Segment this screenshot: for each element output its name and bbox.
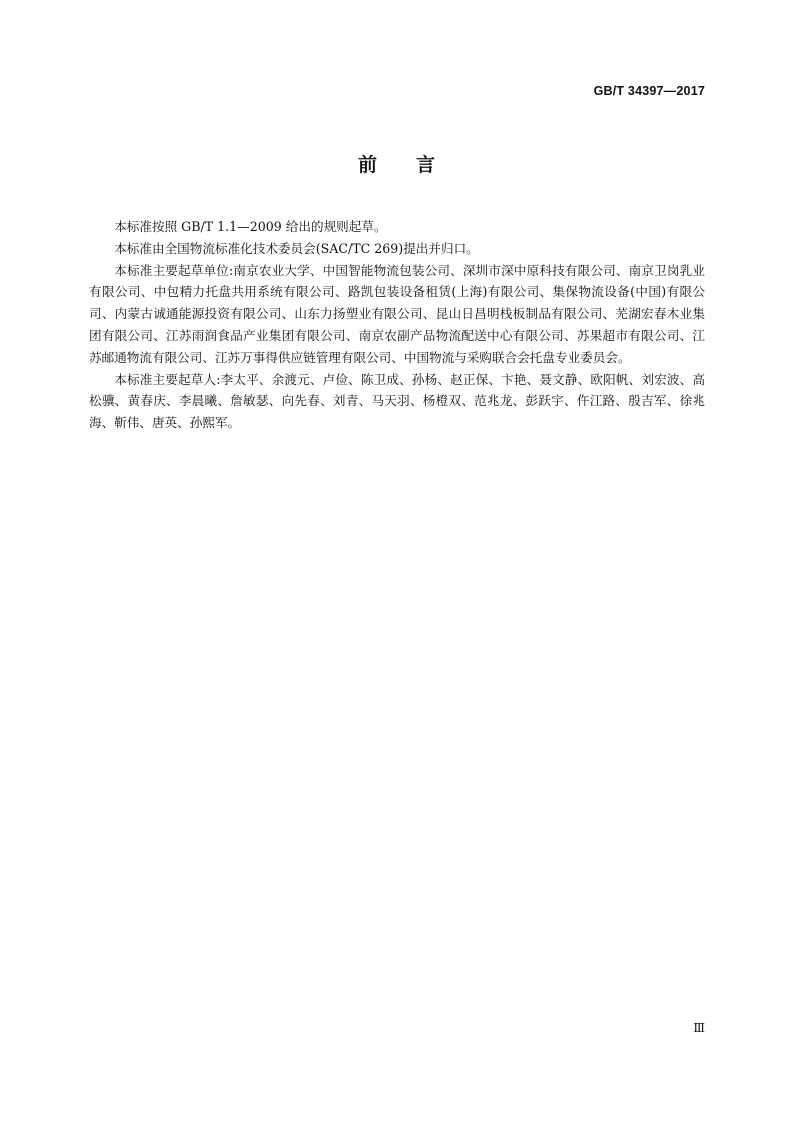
page-number: Ⅲ bbox=[693, 1021, 705, 1035]
paragraph-drafters: 本标准主要起草人:李太平、余渡元、卢俭、陈卫成、孙杨、赵正保、卞艳、聂文静、欧阳帆、刘宏波、高松骥、黄春庆、李晨曦、詹敏瑟、向先春、刘青、马天羽、杨橙双、范兆龙、彭跃宇、仵江路、殷吉军、徐兆海、靳伟、唐英、孙熙军。 bbox=[89, 371, 705, 431]
foreword-body bbox=[89, 216, 705, 434]
title-char-2: 言 bbox=[416, 154, 437, 176]
paragraph-drafting-rules: 本标准按照 GB/T 1.1—2009 给出的规则起草。 bbox=[114, 219, 387, 234]
paragraph-drafting-units: 本标准主要起草单位:南京农业大学、中国智能物流包装公司、深圳市深中原科技有限公司、南京卫岗乳业有限公司、中包精力托盘共用系统有限公司、路凯包装设备租赁(上海)有限公司、集保物流设备(中国)有限公司、内蒙古诚通能源投资有限公司、山东力扬塑业有限公司、昆山日昌明栈板制品有限公司、芜湖宏春木业集团有限公司、江苏雨润食品产业集团有限公司、南京农副产品物流配送中心有限公司、苏果超市有限公司、江苏邮通物流有限公司、江苏万事得供应链管理有限公司、中国物流与采购联合会托盘专业委员会。 bbox=[89, 262, 705, 365]
paragraph-proposer: 本标准由全国物流标准化技术委员会(SAC/TC 269)提出并归口。 bbox=[114, 240, 479, 256]
title-char-1: 前 bbox=[357, 154, 378, 176]
standard-number: GB/T 34397—2017 bbox=[593, 84, 705, 98]
page-title bbox=[0, 150, 794, 177]
